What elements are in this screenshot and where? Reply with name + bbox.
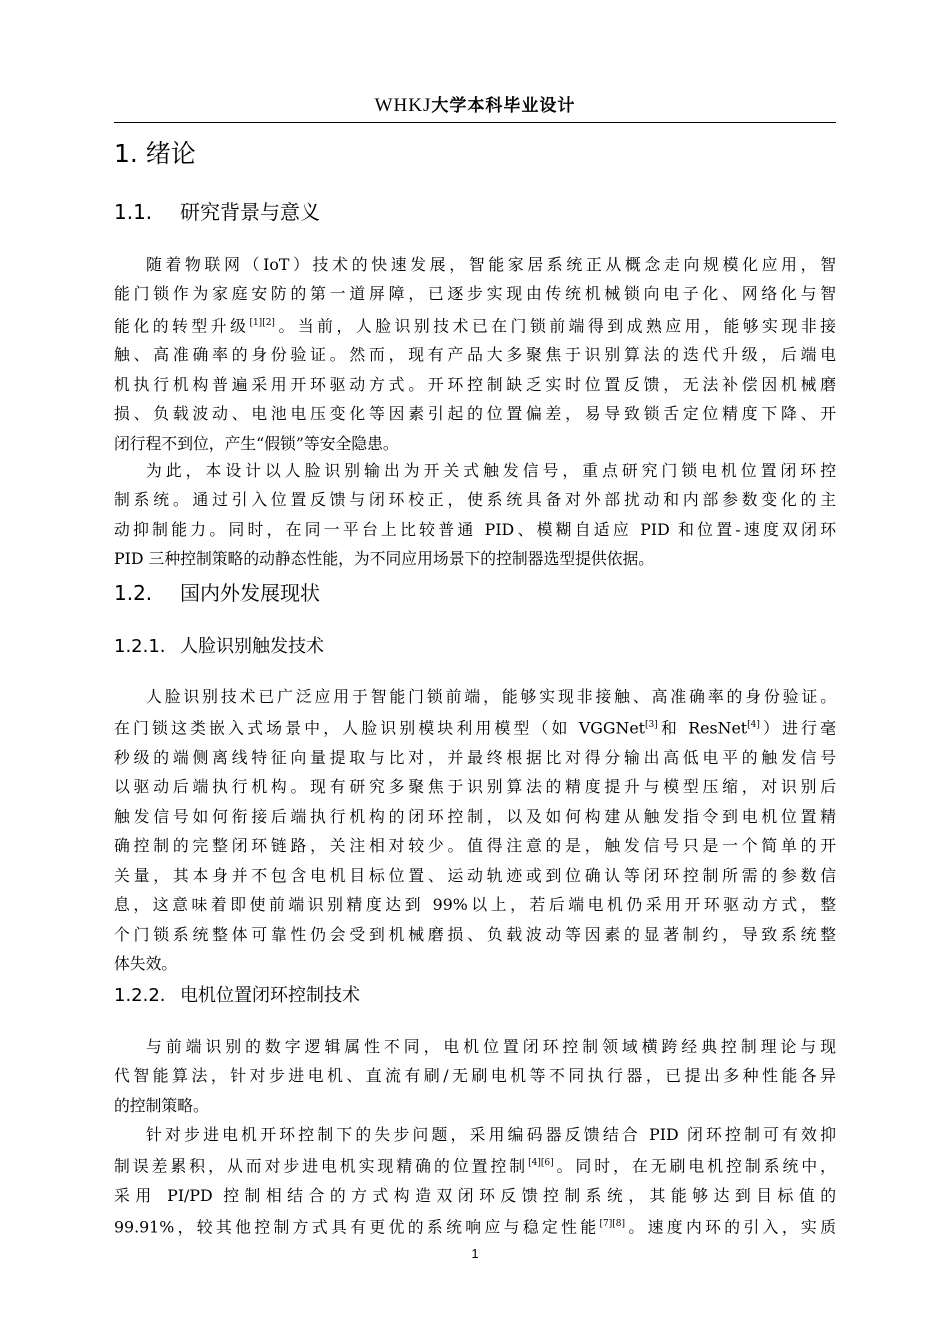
header-university-code: WHKJ [374, 95, 432, 116]
page-number: 1 [471, 1246, 479, 1261]
text-line: 能化的转型升级[1][2]。当前，人脸识别技术已在门锁前端得到成熟应用，能够实现非接 [114, 316, 836, 336]
text-line: 触、高准确率的身份验证。然而，现有产品大多聚焦于识别算法的迭代升级，后端电 [114, 345, 836, 365]
text-line: 制误差累积，从而对步进电机实现精确的位置控制[4][6]。同时，在无刷电机控制系统中， [114, 1156, 836, 1176]
text-line: 采用 PI/PD 控制相结合的方式构造双闭环反馈控制系统，其能够达到目标值的 [114, 1186, 836, 1206]
section-number: 1.1. [114, 200, 153, 224]
text-line: 制系统。通过引入位置反馈与闭环校正，使系统具备对外部扰动和内部参数变化的主 [114, 490, 836, 510]
chapter-title: 1. 绪论 [114, 139, 196, 168]
text-line: 机执行机构普遍采用开环驱动方式。开环控制缺乏实时位置反馈，无法补偿因机械磨 [114, 374, 836, 394]
citation-marker: [1] [249, 317, 263, 328]
section-title: 研究背景与意义 [180, 200, 320, 224]
text-line: 动抑制能力。同时，在同一平台上比较普通 PID、模糊自适应 PID 和位置-速度双闭环 [114, 519, 836, 539]
text-line: 触发信号如何衔接后端执行机构的闭环控制，以及如何构建从触发指令到电机位置精 [114, 806, 836, 826]
text-line: 人脸识别技术已广泛应用于智能门锁前端，能够实现非接触、高准确率的身份验证。 [146, 687, 836, 706]
section-heading-1-1 [114, 195, 320, 229]
text-line: 代智能算法，针对步进电机、直流有刷/无刷电机等不同执行器，已提出多种性能各异 [114, 1066, 836, 1086]
text-line: 秒级的端侧离线特征向量提取与比对，并最终根据比对得分输出高低电平的触发信号 [114, 748, 836, 768]
text-line: 以驱动后端执行机构。现有研究多聚焦于识别算法的精度提升与模型压缩，对识别后 [114, 777, 836, 797]
text-line: 随着物联网（IoT）技术的快速发展，智能家居系统正从概念走向规模化应用，智 [146, 255, 836, 274]
subsection-number: 1.2.2. [114, 985, 166, 1006]
text-line: 99.91%，较其他控制方式具有更优的系统响应与稳定性能[7][8]。速度内环的引入，实质 [114, 1217, 836, 1237]
text-line: 能门锁作为家庭安防的第一道屏障，已逐步实现由传统机械锁向电子化、网络化与智 [114, 284, 836, 304]
paragraph-motor-control-2 [114, 1120, 836, 1242]
subsection-number: 1.2.1. [114, 636, 166, 657]
text-line: 的控制策略。 [114, 1095, 209, 1115]
citation-marker: [8] [612, 1219, 626, 1230]
subsection-heading-1-2-2 [114, 981, 360, 1011]
citation-marker: [4] [528, 1158, 541, 1169]
citation-marker: [6] [540, 1158, 554, 1169]
text-line: 损、负载波动、电池电压变化等因素引起的位置偏差，易导致锁舌定位精度下降、开 [114, 404, 836, 424]
paragraph-background-1 [114, 250, 836, 458]
text-line: 个门锁系统整体可靠性仍会受到机械磨损、负载波动等因素的显著制约，导致系统整 [114, 924, 836, 944]
subsection-title: 人脸识别触发技术 [180, 636, 324, 657]
text-line: 在门锁这类嵌入式场景中，人脸识别模块利用模型（如 VGGNet[3]和 ResNet[4]）进行毫 [114, 718, 836, 738]
header-title: 大学本科毕业设计 [431, 96, 576, 116]
text-line: 息，这意味着即使前端识别精度达到 99%以上，若后端电机仍采用开环驱动方式，整 [114, 895, 836, 915]
citation-marker: [3] [645, 720, 658, 731]
section-heading-1-2 [114, 576, 320, 610]
text-line: 闭行程不到位，产生“假锁”等安全隐患。 [114, 433, 399, 453]
page-header [114, 90, 836, 123]
section-title: 国内外发展现状 [180, 581, 320, 605]
citation-marker: [7] [599, 1219, 613, 1230]
citation-marker: [2] [262, 317, 275, 328]
section-number: 1.2. [114, 581, 153, 605]
paragraph-face-recognition [114, 682, 836, 978]
text-line: 针对步进电机开环控制下的失步问题，采用编码器反馈结合 PID 闭环控制可有效抑 [146, 1125, 836, 1144]
text-line: 体失效。 [114, 953, 178, 973]
text-line: 确控制的完整闭环链路，关注相对较少。值得注意的是，触发信号只是一个简单的开 [114, 836, 836, 856]
text-line: PID 三种控制策略的动静态性能，为不同应用场景下的控制器选型提供依据。 [114, 549, 655, 569]
text-line: 与前端识别的数字逻辑属性不同，电机位置闭环控制领域横跨经典控制理论与现 [146, 1037, 836, 1056]
text-line: 关量，其本身并不包含电机目标位置、运动轨迹或到位确认等闭环控制所需的参数信 [114, 865, 836, 885]
subsection-heading-1-2-1 [114, 632, 324, 662]
paragraph-motor-control-1 [114, 1032, 836, 1120]
subsection-title: 电机位置闭环控制技术 [180, 985, 360, 1006]
paragraph-background-2 [114, 456, 836, 574]
citation-marker: [4] [747, 720, 760, 731]
text-line: 为此，本设计以人脸识别输出为开关式触发信号，重点研究门锁电机位置闭环控 [146, 461, 836, 480]
